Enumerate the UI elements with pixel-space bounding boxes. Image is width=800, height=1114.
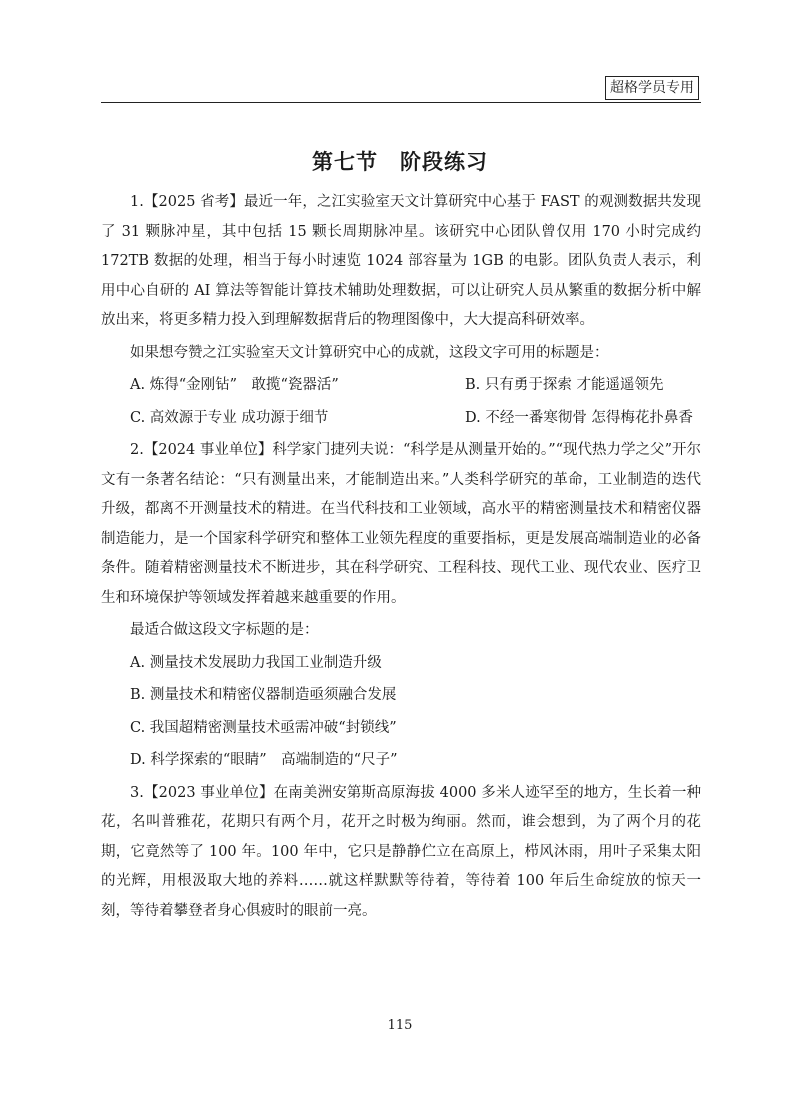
question-1-text: 1.【2025 省考】最近一年，之江实验室天文计算研究中心基于 FAST 的观测数据共发现了 31 颗脉冲星，其中包括 15 颗长周期脉冲星。该研究中心团队曾仅用 170 小时完成约 172TB 数据的处理，相当于每小时速览 1024 部容量为 1GB 的电影。团队负责人表示，利用中心自研的 AI 算法等智能计算技术辅助处理数据，可以让研究人员从繁重的数据分析中解放出来，将更多精力投入到理解数据背后的物理图像中，大大提高科研效率。 — [101, 194, 701, 328]
question-1-option-a: A. 炼得“金刚钻” 敢揽“瓷器活” — [130, 377, 339, 393]
question-1-option-c: C. 高效源于专业 成功源于细节 — [130, 409, 329, 426]
question-2-option-b: B. 测量技术和精密仪器制造亟须融合发展 — [130, 687, 397, 703]
question-1-options-row-2 — [101, 404, 701, 434]
page-number: 115 — [387, 1018, 413, 1033]
question-2-option-d: D. 科学探索的“眼睛” 高端制造的“尺子” — [130, 752, 398, 768]
question-1-options-row-1 — [101, 371, 701, 401]
header-rule — [101, 102, 701, 103]
question-2-option-a: A. 测量技术发展助力我国工业制造升级 — [130, 654, 382, 671]
question-1-prompt: 如果想夸赞之江实验室天文计算研究中心的成就，这段文字可用的标题是： — [130, 344, 609, 361]
question-1-option-b: B. 只有勇于探索 才能遥遥领先 — [465, 377, 664, 393]
question-2-prompt: 最适合做这段文字标题的是： — [130, 622, 319, 638]
exclusive-badge: 超格学员专用 — [605, 76, 699, 100]
question-3-text: 3.【2023 事业单位】在南美洲安第斯高原海拔 4000 多米人迹罕至的地方，生长着一种花，名叫普雅花，花期只有两个月，花开之时极为绚丽。然而，谁会想到，为了两个月的花期，它竟然等了 100 年。100 年中，它只是静静伫立在高原上，栉风沐雨，用叶子采集太阳的光辉，用根汲取大地的养料……就这样默默等待着，等待着 100 年后生命绽放的惊天一刻，等待着攀登者身心俱疲时的眼前一亮。 — [101, 784, 701, 919]
page-content — [101, 188, 701, 926]
question-2-option-c: C. 我国超精密测量技术亟需冲破“封锁线” — [130, 719, 397, 736]
question-1-option-d: D. 不经一番寒彻骨 怎得梅花扑鼻香 — [465, 409, 693, 426]
section-title: 第七节 阶段练习 — [312, 150, 488, 174]
question-2-text: 2.【2024 事业单位】科学家门捷列夫说：“科学是从测量开始的。”“现代热力学之父”开尔文有一条著名结论：“只有测量出来，才能制造出来。”人类科学研究的革命，工业制造的迭代升级，都离不开测量技术的精进。在当代科技和工业领域，高水平的精密测量技术和精密仪器制造能力，是一个国家科学研究和整体工业领先程度的重要指标，更是发展高端制造业的必备条件。随着精密测量技术不断进步，其在科学研究、工程科技、现代工业、现代农业、医疗卫生和环境保护等领域发挥着越来越重要的作用。 — [101, 442, 701, 606]
